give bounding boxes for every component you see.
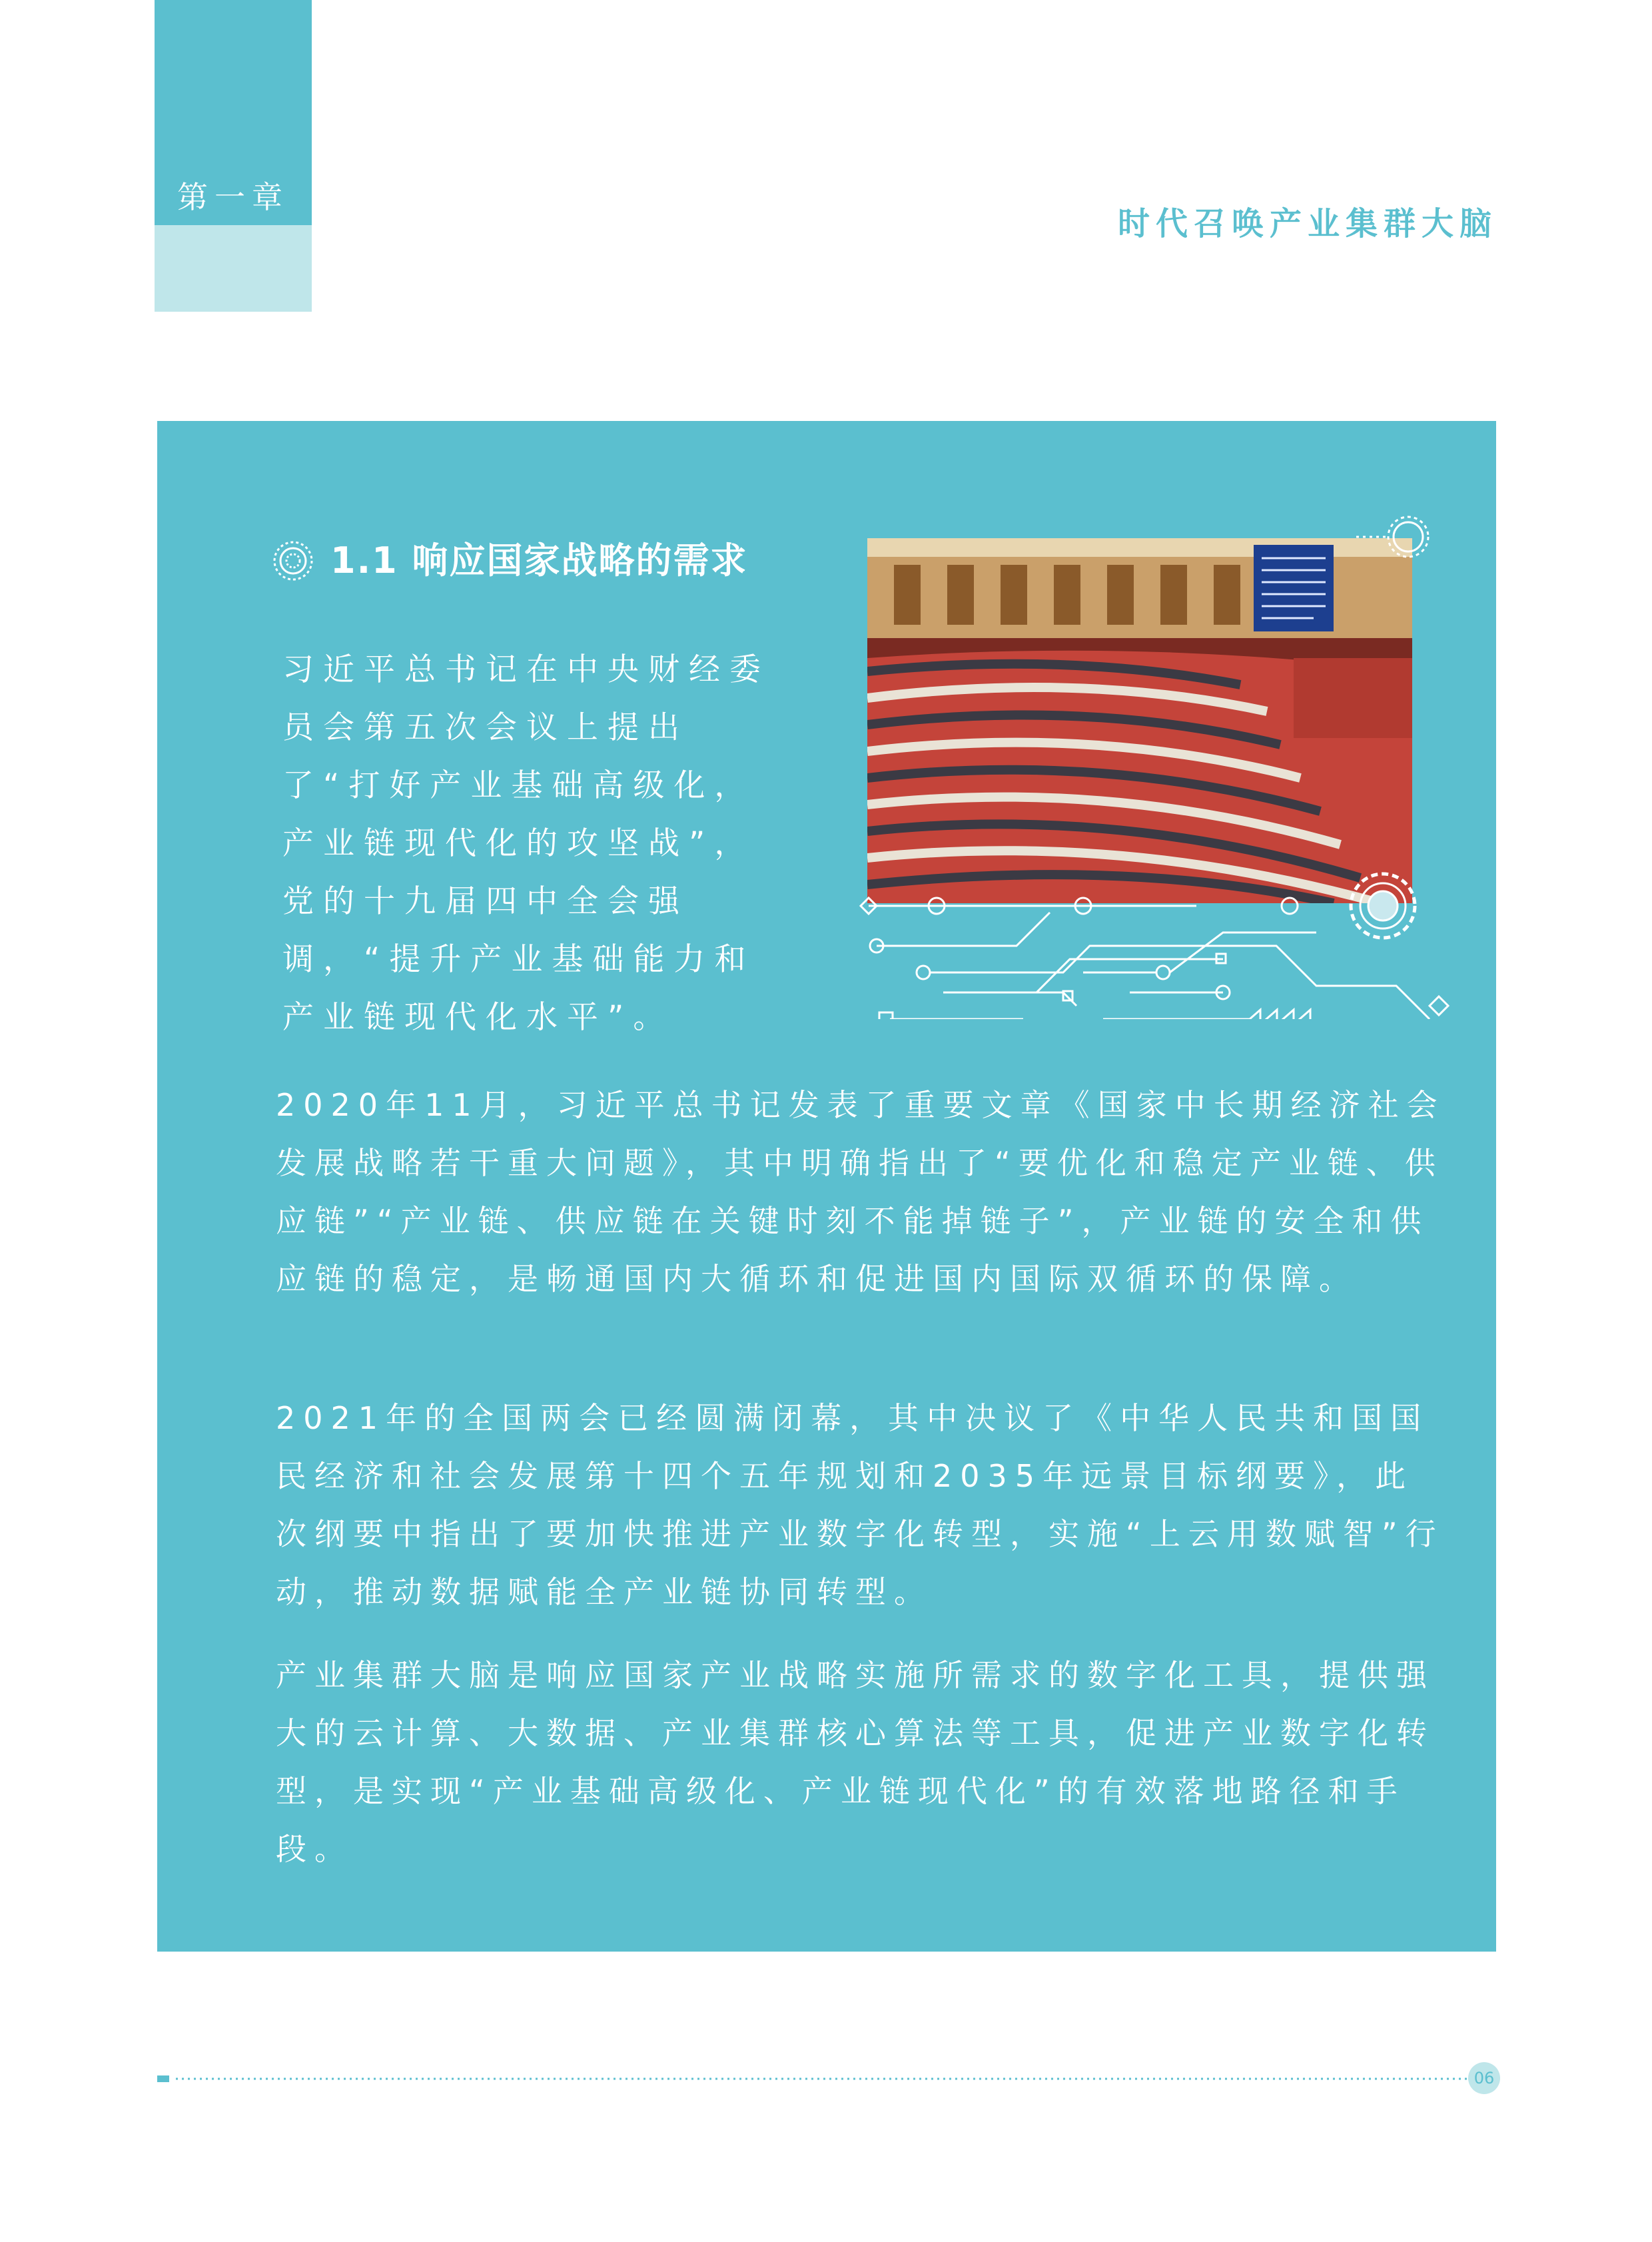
section-heading xyxy=(272,540,747,582)
body-paragraph-3: 产业集群大脑是响应国家产业战略实施所需求的数字化工具，提供强大的云计算、大数据、产业集群核心算法等工具，促进产业数字化转型，是实现“产业基础高级化、产业链现代化”的有效落地路径和手段。 xyxy=(276,1657,1435,1867)
chapter-tab-bottom xyxy=(155,225,312,312)
running-title: 时代召唤产业集群大脑 xyxy=(1117,205,1497,242)
section-title: 1.1 响应国家战略的需求 xyxy=(330,540,748,581)
circuit-decoration xyxy=(850,513,1463,1019)
body-paragraph-2: 2021年的全国两会已经圆满闭幕，其中决议了《中华人民共和国国民经济和社会发展第十四个五年规划和2035年远景目标纲要》，此次纲要中指出了要加快推进产业数字化转型，实施“上云用数赋智”行动，推动数据赋能全产业链协同转型。 xyxy=(276,1400,1444,1610)
body-paragraph-1: 2020年11月，习近平总书记发表了重要文章《国家中长期经济社会发展战略若干重大问题》，其中明确指出了“要优化和稳定产业链、供应链”“产业链、供应链在关键时刻不能掉链子”，产业链的安全和供应链的稳定，是畅通国内大循环和促进国内国际双循环的保障。 xyxy=(276,1087,1446,1297)
footer-dotted-line xyxy=(157,2075,1489,2082)
page-number: 06 xyxy=(1468,2062,1500,2094)
chapter-label: 第一章 xyxy=(177,179,289,215)
chapter-tab xyxy=(155,0,312,312)
lead-paragraph: 习近平总书记在中央财经委员会第五次会议上提出了“打好产业基础高级化，产业链现代化的攻坚战”，党的十九届四中全会强调，“提升产业基础能力和产业链现代化水平”。 xyxy=(282,651,770,1036)
target-icon xyxy=(272,540,314,582)
